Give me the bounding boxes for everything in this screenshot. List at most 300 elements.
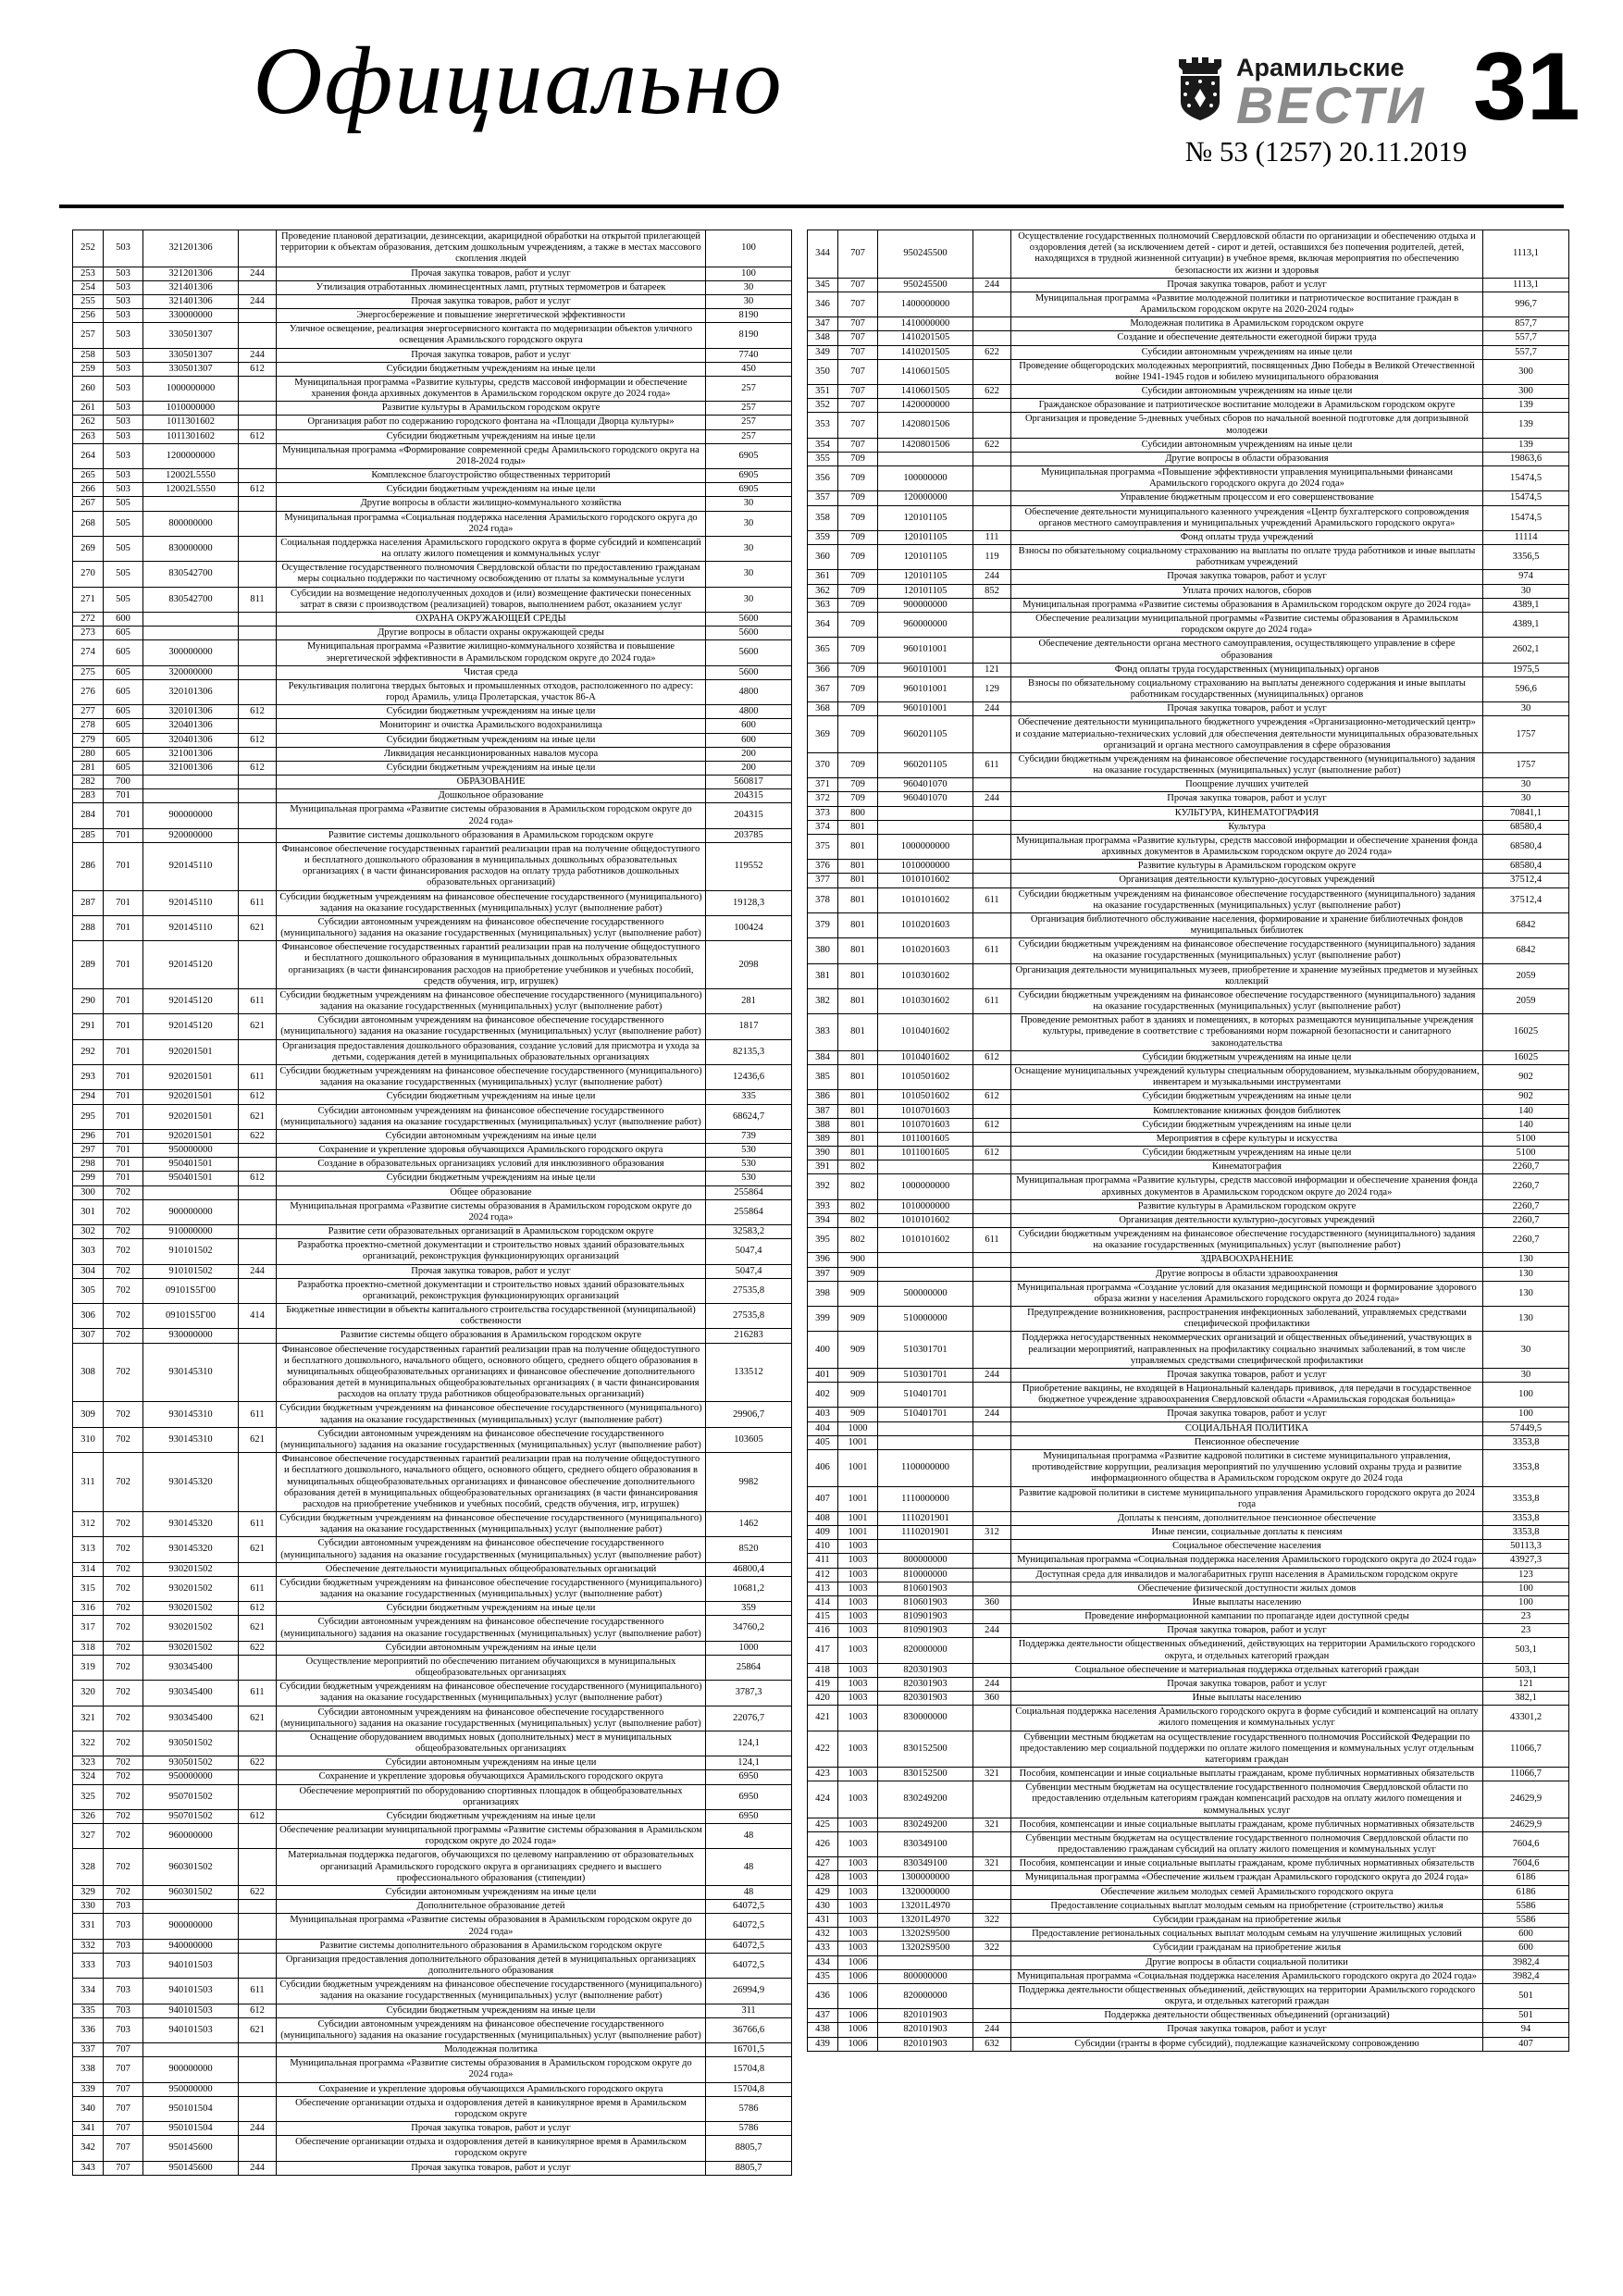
section-code: 909	[838, 1267, 878, 1281]
item-name: Развитие системы дошкольного образования в Арамильском городском округе	[277, 828, 706, 842]
table-row	[808, 912, 1569, 937]
type-code	[973, 1899, 1011, 1913]
type-code	[973, 716, 1011, 753]
section-code: 801	[838, 874, 878, 887]
amount: 5786	[706, 2122, 792, 2136]
table-row	[808, 778, 1569, 792]
item-name: Пособия, компенсации и иные социальные выплаты гражданам, кроме публичных нормативных обязательств	[1011, 1768, 1483, 1781]
table-row	[73, 705, 792, 719]
table-row	[808, 1624, 1569, 1638]
amount: 255864	[706, 1185, 792, 1199]
section-code: 1003	[838, 1663, 878, 1677]
amount: 557,7	[1483, 345, 1569, 359]
type-code	[973, 317, 1011, 331]
row-number: 353	[808, 413, 838, 438]
type-code	[239, 1225, 277, 1239]
row-number: 402	[808, 1383, 838, 1408]
amount: 15474,5	[1483, 466, 1569, 491]
type-code	[239, 1278, 277, 1303]
table-row	[73, 2082, 792, 2096]
type-code	[239, 1824, 277, 1849]
table-row	[73, 733, 792, 747]
item-name: Пособия, компенсации и иные социальные выплаты гражданам, кроме публичных нормативных обязательств	[1011, 1818, 1483, 1831]
row-number: 409	[808, 1526, 838, 1540]
section-code: 703	[104, 2017, 143, 2042]
amount: 64072,5	[706, 1953, 792, 1978]
item-name: Социальная поддержка населения Арамильского городского округа в форме субсидий и компенсаций на оплату жилого помещения и коммунальных услуг	[277, 536, 706, 561]
section-code: 702	[104, 1824, 143, 1849]
amount: 1757	[1483, 752, 1569, 777]
target-code: 1011301602	[143, 416, 239, 429]
row-number: 272	[73, 612, 104, 626]
amount: 200	[706, 747, 792, 761]
target-code: 330501307	[143, 323, 239, 348]
amount: 382,1	[1483, 1692, 1569, 1706]
row-number: 321	[73, 1706, 104, 1731]
row-number: 357	[808, 491, 838, 505]
row-number: 343	[73, 2161, 104, 2175]
amount: 16701,5	[706, 2043, 792, 2057]
item-name: Предоставление социальных выплат молодым семьям на приобретение (строительство) жилья	[1011, 1899, 1483, 1913]
target-code: 820000000	[878, 1638, 973, 1663]
type-code: 244	[239, 267, 277, 280]
target-code: 510401701	[878, 1383, 973, 1408]
amount: 3982,4	[1483, 1955, 1569, 1969]
item-name: Прочая закупка товаров, работ и услуг	[1011, 278, 1483, 292]
section-code: 503	[104, 348, 143, 362]
amount: 123	[1483, 1568, 1569, 1582]
amount: 24629,9	[1483, 1818, 1569, 1831]
table-row	[808, 1199, 1569, 1213]
item-name: Муниципальная программа «Социальная поддержка населения Арамильского городского округа до 2024 года»	[1011, 1554, 1483, 1568]
row-number: 334	[73, 1979, 104, 2004]
section-code: 801	[838, 1104, 878, 1118]
amount: 43301,2	[1483, 1706, 1569, 1731]
section-code: 1006	[838, 1969, 878, 1983]
table-row	[808, 505, 1569, 530]
type-code	[973, 1955, 1011, 1969]
amount: 30	[1483, 778, 1569, 792]
amount: 119552	[706, 842, 792, 890]
target-code: 810901903	[878, 1610, 973, 1624]
section-code: 800	[838, 806, 878, 820]
item-name: Муниципальная программа «Повышение эффективности управления муниципальными финансами Арамильского городского округа до 2024 года»	[1011, 466, 1483, 491]
item-name: Обеспечение деятельности органа местного самоуправления, осуществляющего управление в сфере образования	[1011, 638, 1483, 663]
item-name: Утилизация отработанных люминесцентных ламп, ртутных термометров и батареек	[277, 280, 706, 294]
item-name: Поддержка негосударственных некоммерческих организаций и общественных объединений, участвующих в реализации мероприятий, направленных на профилактику социально значимых заболеваний, в том числе управляемых средствами специфической профилактики	[1011, 1332, 1483, 1369]
header-rule	[59, 205, 1564, 208]
type-code	[973, 834, 1011, 859]
type-code	[973, 806, 1011, 820]
type-code	[239, 511, 277, 536]
target-code: 960201105	[878, 716, 973, 753]
item-name: Муниципальная программа «Социальная поддержка населения Арамильского городского округа до 2024 года»	[1011, 1969, 1483, 1983]
amount: 2602,1	[1483, 638, 1569, 663]
amount: 130	[1483, 1307, 1569, 1332]
table-row	[808, 1942, 1569, 1955]
amount: 6842	[1483, 912, 1569, 937]
table-row	[808, 345, 1569, 359]
row-number: 428	[808, 1871, 838, 1885]
table-row	[808, 1871, 1569, 1885]
type-code: 612	[239, 2004, 277, 2017]
target-code	[878, 806, 973, 820]
table-row	[808, 1408, 1569, 1421]
row-number: 417	[808, 1638, 838, 1663]
target-code: 830542700	[143, 562, 239, 587]
amount: 43927,3	[1483, 1554, 1569, 1568]
amount: 3353,8	[1483, 1435, 1569, 1449]
row-number: 298	[73, 1158, 104, 1172]
type-code	[973, 1065, 1011, 1090]
item-name: Субвенции местным бюджетам на осуществление государственного полномочия Свердловской области по предоставлению отдельным категориям граждан компенсаций расходов на оплату жилого помещения и коммунальных услуг	[1011, 1781, 1483, 1818]
type-code	[973, 1307, 1011, 1332]
amount: 30	[706, 294, 792, 308]
section-code: 701	[104, 1158, 143, 1172]
amount: 121	[1483, 1677, 1569, 1691]
amount: 596,6	[1483, 676, 1569, 701]
table-row	[808, 963, 1569, 988]
item-name: Субсидии бюджетным учреждениям на иные цели	[277, 1172, 706, 1185]
amount: 2260,7	[1483, 1174, 1569, 1199]
item-name: Муниципальная программа «Развитие кадровой политики в системе муниципального управления, противодействие коррупции, реализация мероприятий по улучшению условий охраны труда и развитие информационного общества в Арамильском городском округе до 2024 года	[1011, 1449, 1483, 1486]
type-code	[973, 413, 1011, 438]
item-name: Субсидии бюджетным учреждениям на финансовое обеспечение государственного (муниципального) задания на оказание государственных (муниципальных) услуг (выполнение работ)	[277, 1576, 706, 1601]
item-name: Организация предоставления дошкольного образования, создание условий для присмотра и ухода за детьми, содержания детей в муниципальных образовательных организациях	[277, 1039, 706, 1064]
type-code	[239, 2096, 277, 2121]
row-number: 435	[808, 1969, 838, 1983]
type-code	[239, 1655, 277, 1680]
amount: 407	[1483, 2037, 1569, 2051]
type-code	[239, 2057, 277, 2082]
target-code: 820101903	[878, 2023, 973, 2037]
table-row	[73, 1784, 792, 1809]
type-code	[973, 598, 1011, 612]
target-code: 1010000000	[143, 402, 239, 416]
row-number: 308	[73, 1343, 104, 1402]
item-name: Субвенции местным бюджетам на осуществление государственного полномочия Российской Федерации по предоставлению мер социальной поддержки по оплате жилого помещения и коммунальных услуг отдельным категориям граждан	[1011, 1731, 1483, 1768]
item-name: Проведение плановой дератизации, дезинсекции, акарицидной обработки на открытой прилегающей территории к объектам образования, детским дошкольным учреждениям, а также в местах массового скопления людей	[277, 230, 706, 267]
section-code: 709	[838, 702, 878, 716]
row-number: 255	[73, 294, 104, 308]
item-name: Прочая закупка товаров, работ и услуг	[1011, 792, 1483, 806]
row-number: 311	[73, 1453, 104, 1512]
item-name: Доступная среда для инвалидов и малогабаритных групп населения в Арамильском городском округе	[1011, 1568, 1483, 1582]
table-row	[73, 890, 792, 915]
table-row	[808, 887, 1569, 912]
row-number: 293	[73, 1065, 104, 1090]
type-code	[239, 747, 277, 761]
type-code	[973, 1610, 1011, 1624]
type-code	[973, 820, 1011, 834]
section-code: 1006	[838, 2037, 878, 2051]
item-name: Обеспечение жильем молодых семей Арамильского городского округа	[1011, 1885, 1483, 1899]
target-code: 830000000	[143, 536, 239, 561]
row-number: 398	[808, 1281, 838, 1306]
masthead-title: Официально	[253, 28, 784, 134]
item-name: Чистая среда	[277, 665, 706, 679]
table-row	[808, 1332, 1569, 1369]
type-code	[973, 1554, 1011, 1568]
table-row	[73, 1427, 792, 1452]
section-code: 1003	[838, 1781, 878, 1818]
item-name: Обеспечение деятельности муниципального бюджетного учреждения «Организационно-методический центр» и создание материально-технических условий для обеспечения деятельности муниципальных образовательных организаций и органа местного самоуправления в сфере образования	[1011, 716, 1483, 753]
table-row	[73, 1039, 792, 1064]
table-row	[808, 1568, 1569, 1582]
target-code: 960401070	[878, 792, 973, 806]
section-code: 709	[838, 638, 878, 663]
table-row	[808, 1253, 1569, 1267]
item-name: Мониторинг и очистка Арамильского водохранилища	[277, 719, 706, 733]
section-code: 503	[104, 376, 143, 401]
target-code: 1010501602	[878, 1065, 973, 1090]
row-number: 267	[73, 497, 104, 511]
amount: 257	[706, 429, 792, 443]
target-code: 930345400	[143, 1706, 239, 1731]
section-code: 1003	[838, 1540, 878, 1554]
item-name: Оснащение муниципальных учреждений культуры специальным оборудованием, музыкальным оборудованием, инвентарем и музыкальными инструментами	[1011, 1065, 1483, 1090]
amount: 46800,4	[706, 1562, 792, 1576]
type-code: 244	[973, 570, 1011, 584]
row-number: 279	[73, 733, 104, 747]
amount: 600	[706, 733, 792, 747]
target-code: 1011001605	[878, 1147, 973, 1160]
target-code: 820301903	[878, 1677, 973, 1691]
section-code: 707	[838, 230, 878, 279]
type-code: 612	[973, 1050, 1011, 1064]
type-code	[239, 941, 277, 989]
item-name: Муниципальная программа «Создание условий для оказания медицинской помощи и формирование здорового образа жизни у населения Арамильского городского округа до 2024 года»	[1011, 1281, 1483, 1306]
row-number: 254	[73, 280, 104, 294]
amount: 530	[706, 1158, 792, 1172]
target-code: 910101502	[143, 1239, 239, 1264]
target-code: 930145320	[143, 1537, 239, 1562]
section-code: 1003	[838, 1928, 878, 1942]
type-code	[973, 1174, 1011, 1199]
amount: 6905	[706, 469, 792, 483]
table-row	[808, 1368, 1569, 1382]
type-code	[239, 562, 277, 587]
row-number: 356	[808, 466, 838, 491]
target-code: 900000000	[143, 1914, 239, 1939]
section-code: 801	[838, 1147, 878, 1160]
item-name: Прочая закупка товаров, работ и услуг	[1011, 702, 1483, 716]
type-code	[239, 1562, 277, 1576]
row-number: 413	[808, 1582, 838, 1595]
target-code: 920145120	[143, 1014, 239, 1039]
target-code: 930345400	[143, 1681, 239, 1706]
target-code: 1010000000	[878, 1199, 973, 1213]
target-code: 510401701	[878, 1408, 973, 1421]
type-code: 612	[239, 362, 277, 376]
row-number: 290	[73, 988, 104, 1013]
amount: 3353,8	[1483, 1486, 1569, 1511]
section-code: 702	[104, 1562, 143, 1576]
table-row	[73, 1158, 792, 1172]
type-code	[973, 1731, 1011, 1768]
amount: 6950	[706, 1809, 792, 1823]
row-number: 361	[808, 570, 838, 584]
section-code: 1003	[838, 1768, 878, 1781]
row-number: 262	[73, 416, 104, 429]
row-number: 380	[808, 938, 838, 963]
type-code: 621	[239, 1104, 277, 1129]
row-number: 406	[808, 1449, 838, 1486]
type-code: 414	[239, 1304, 277, 1329]
target-code: 510301701	[878, 1332, 973, 1369]
type-code	[239, 627, 277, 640]
type-code	[973, 466, 1011, 491]
type-code	[239, 230, 277, 267]
row-number: 359	[808, 530, 838, 544]
item-name: Субсидии (гранты в форме субсидий), подлежащие казначейскому сопровождению	[1011, 2037, 1483, 2051]
section-code: 702	[104, 1304, 143, 1329]
type-code: 612	[239, 705, 277, 719]
type-code	[239, 776, 277, 789]
item-name: Поддержка деятельности общественных объединений, действующих на территории Арамильского городского округа, и отдельных категорий граждан	[1011, 1638, 1483, 1663]
amount: 30	[1483, 792, 1569, 806]
row-number: 394	[808, 1213, 838, 1227]
amount: 11066,7	[1483, 1768, 1569, 1781]
item-name: Субсидии бюджетным учреждениям на иные цели	[277, 733, 706, 747]
amount: 10681,2	[706, 1576, 792, 1601]
amount: 7604,6	[1483, 1831, 1569, 1856]
table-row	[73, 429, 792, 443]
row-number: 328	[73, 1849, 104, 1886]
table-row	[808, 1638, 1569, 1663]
amount: 3356,5	[1483, 545, 1569, 570]
amount: 6905	[706, 443, 792, 468]
row-number: 269	[73, 536, 104, 561]
target-code: 1400000000	[878, 292, 973, 316]
section-code: 709	[838, 612, 878, 637]
type-code: 621	[239, 2017, 277, 2042]
amount: 359	[706, 1602, 792, 1616]
type-code: 612	[973, 1147, 1011, 1160]
row-number: 388	[808, 1118, 838, 1132]
type-code	[973, 1511, 1011, 1525]
section-code: 1003	[838, 1831, 878, 1856]
type-code	[239, 1939, 277, 1953]
type-code	[973, 1383, 1011, 1408]
section-code: 702	[104, 1731, 143, 1756]
section-code: 801	[838, 860, 878, 874]
type-code	[973, 2009, 1011, 2023]
target-code: 1200000000	[143, 443, 239, 468]
item-name: Субсидии бюджетным учреждениям на иные цели	[277, 483, 706, 497]
amount: 139	[1483, 438, 1569, 452]
row-number: 419	[808, 1677, 838, 1691]
table-row	[808, 638, 1569, 663]
type-code	[973, 1540, 1011, 1554]
target-code: 920145120	[143, 988, 239, 1013]
row-number: 320	[73, 1681, 104, 1706]
type-code	[239, 612, 277, 626]
table-row	[73, 1014, 792, 1039]
table-row	[808, 1885, 1569, 1899]
table-row	[73, 483, 792, 497]
row-number: 339	[73, 2082, 104, 2096]
item-name: Иные пенсии, социальные доплаты к пенсиям	[1011, 1526, 1483, 1540]
target-code: 12002L5550	[143, 469, 239, 483]
table-row	[73, 789, 792, 803]
section-code: 709	[838, 598, 878, 612]
item-name: Иные выплаты населению	[1011, 1692, 1483, 1706]
section-code: 605	[104, 665, 143, 679]
row-number: 349	[808, 345, 838, 359]
table-row	[808, 1421, 1569, 1435]
target-code: 960101001	[878, 676, 973, 701]
table-row	[73, 2122, 792, 2136]
section-code: 605	[104, 627, 143, 640]
item-name: ЗДРАВООХРАНЕНИЕ	[1011, 1253, 1483, 1267]
table-row	[808, 1174, 1569, 1199]
amount: 8805,7	[706, 2161, 792, 2175]
target-code: 930201502	[143, 1602, 239, 1616]
target-code: 120101105	[878, 530, 973, 544]
paper-name-top: Арамильские	[1236, 54, 1405, 81]
target-code	[143, 612, 239, 626]
target-code: 920201501	[143, 1090, 239, 1104]
row-number: 268	[73, 511, 104, 536]
amount: 311	[706, 2004, 792, 2017]
target-code: 950000000	[143, 1770, 239, 1784]
amount: 26994,9	[706, 1979, 792, 2004]
row-number: 434	[808, 1955, 838, 1969]
amount: 25864	[706, 1655, 792, 1680]
target-code	[878, 1253, 973, 1267]
row-number: 420	[808, 1692, 838, 1706]
row-number: 392	[808, 1174, 838, 1199]
section-code: 605	[104, 761, 143, 775]
amount: 22076,7	[706, 1706, 792, 1731]
amount: 103605	[706, 1427, 792, 1452]
target-code	[143, 776, 239, 789]
target-code: 950000000	[143, 2082, 239, 2096]
item-name: Культура	[1011, 820, 1483, 834]
item-name: Развитие системы дополнительного образования в Арамильском городском округе	[277, 1939, 706, 1953]
target-code	[143, 497, 239, 511]
row-number: 310	[73, 1427, 104, 1452]
type-code: 611	[973, 988, 1011, 1013]
type-code	[973, 638, 1011, 663]
type-code: 622	[239, 1756, 277, 1770]
type-code: 611	[239, 988, 277, 1013]
section-code: 1003	[838, 1638, 878, 1663]
type-code: 360	[973, 1595, 1011, 1609]
section-code: 1003	[838, 1624, 878, 1638]
type-code	[973, 359, 1011, 384]
item-name: Создание в образовательных организациях условий для инклюзивного образования	[277, 1158, 706, 1172]
item-name: Субсидии бюджетным учреждениям на финансовое обеспечение государственного (муниципального) задания на оказание государственных (муниципальных) услуг (выполнение работ)	[277, 890, 706, 915]
section-code: 503	[104, 416, 143, 429]
section-code: 900	[838, 1253, 878, 1267]
amount: 130	[1483, 1253, 1569, 1267]
target-code	[878, 1540, 973, 1554]
table-row	[73, 1129, 792, 1143]
section-code: 709	[838, 778, 878, 792]
row-number: 273	[73, 627, 104, 640]
item-name: Субсидии бюджетным учреждениям на иные цели	[277, 761, 706, 775]
type-code	[239, 402, 277, 416]
section-code: 702	[104, 1655, 143, 1680]
section-code: 605	[104, 679, 143, 704]
amount: 15704,8	[706, 2057, 792, 2082]
row-number: 364	[808, 612, 838, 637]
type-code	[239, 2136, 277, 2161]
type-code: 611	[239, 1065, 277, 1090]
row-number: 352	[808, 399, 838, 413]
